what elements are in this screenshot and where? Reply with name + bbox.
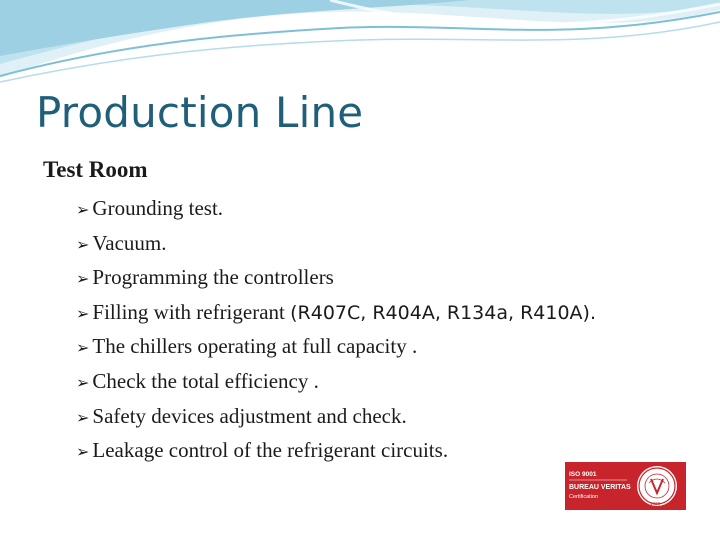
bullet-item-grounding: [76, 194, 596, 229]
arrow-bullet-icon: ➢: [76, 338, 90, 358]
bullet-text: Leakage control of the refrigerant circuits.: [92, 438, 449, 463]
arrow-bullet-icon: ➢: [76, 372, 90, 392]
bullet-item-safety: [76, 402, 596, 437]
arrow-bullet-icon: ➢: [76, 442, 90, 462]
bullet-list: [76, 194, 596, 471]
iso-label: ISO 9001: [569, 471, 597, 478]
bullet-item-vacuum: [76, 229, 596, 264]
bureau-veritas-seal-icon: [637, 466, 677, 506]
certification-logo: [565, 461, 686, 511]
seal-year: 1828: [650, 501, 661, 506]
certification-label: Certification: [569, 494, 599, 500]
brand-label: BUREAU VERITAS: [569, 484, 631, 491]
bullet-text: Filling with refrigerant: [92, 299, 291, 324]
arrow-bullet-icon: ➢: [76, 200, 90, 219]
refrigerant-list: (R407C, R404A, R134a, R410A).: [290, 301, 596, 324]
bullet-text: Vacuum.: [92, 230, 167, 255]
bullet-text: Safety devices adjustment and check.: [92, 403, 407, 428]
bullet-item-programming: [76, 263, 596, 298]
bullet-item-leakage: [76, 436, 596, 471]
slide-title: Production Line: [36, 88, 364, 137]
bullet-text: Check the total efficiency .: [92, 368, 319, 393]
arrow-bullet-icon: ➢: [76, 407, 90, 427]
header-wave-decoration: [0, 0, 720, 90]
bullet-text: Programming the controllers: [92, 265, 334, 290]
arrow-bullet-icon: ➢: [76, 269, 90, 289]
bullet-text: Grounding test.: [92, 196, 224, 220]
slide-subtitle: Test Room: [43, 157, 148, 182]
arrow-bullet-icon: ➢: [76, 303, 90, 323]
bullet-item-full-capacity: [76, 332, 596, 367]
bullet-item-filling: [76, 298, 596, 333]
arrow-bullet-icon: ➢: [76, 234, 90, 254]
bullet-text: The chillers operating at full capacity .: [92, 334, 418, 359]
bullet-item-efficiency: [76, 367, 596, 402]
